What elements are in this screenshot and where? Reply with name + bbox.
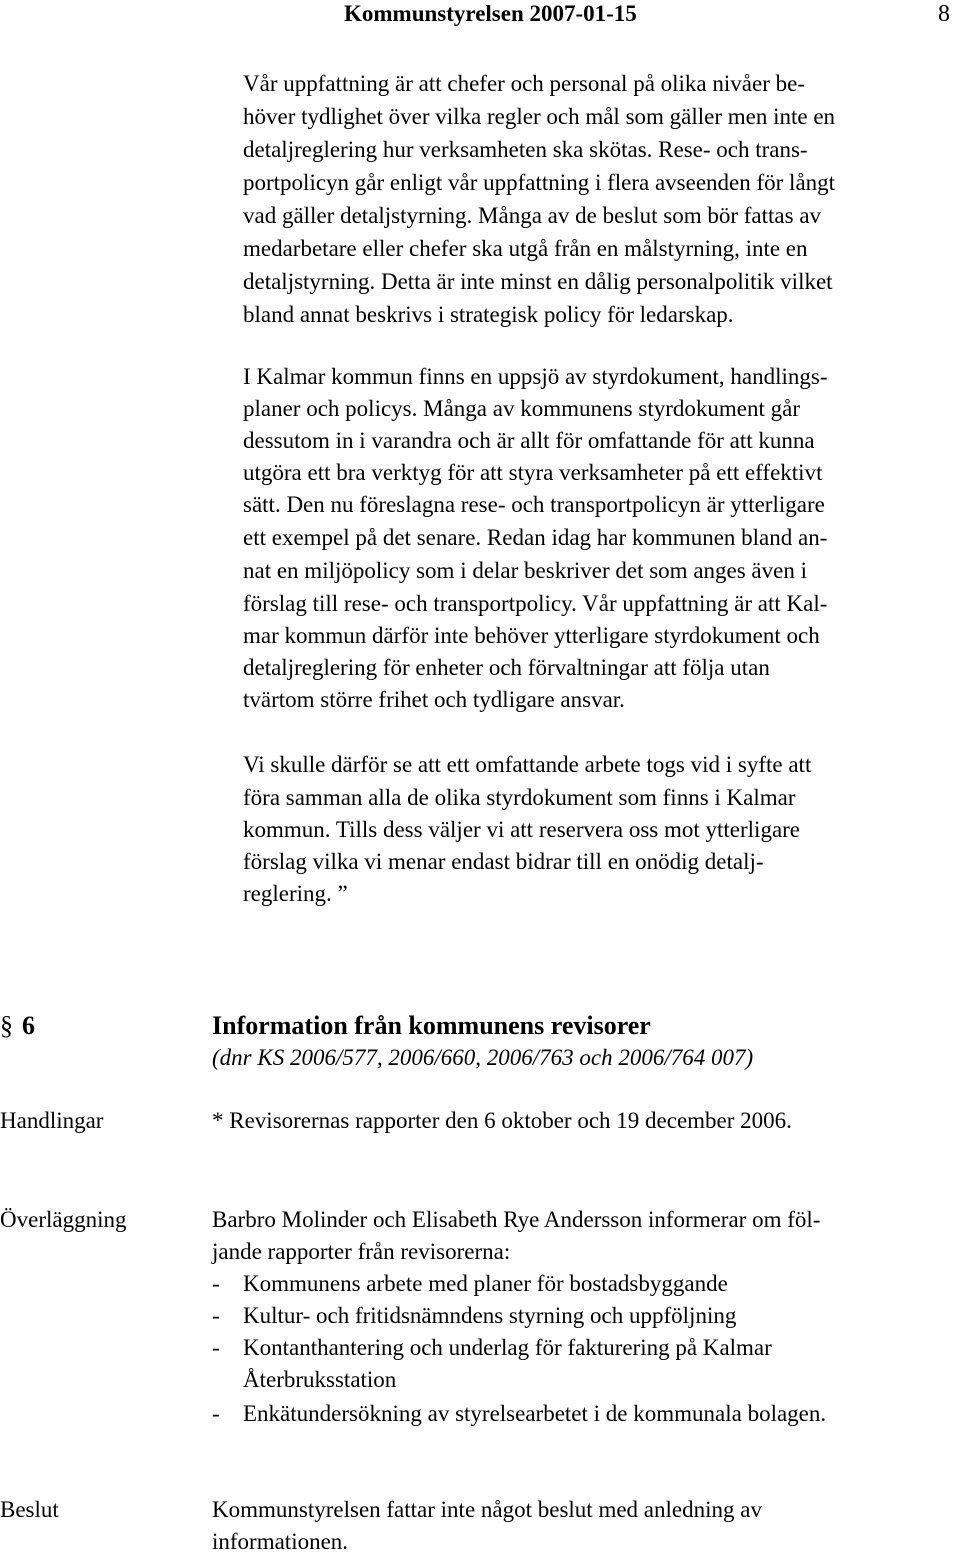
section-symbol: §	[0, 1011, 13, 1040]
beslut-text-line: informationen.	[212, 1529, 349, 1554]
list-item-continuation: Återbruksstation	[243, 1367, 397, 1392]
header-title: Kommunstyrelsen 2007-01-15	[344, 1, 637, 26]
text-line: detaljreglering hur verksamheten ska skötas. Rese- och trans-	[243, 137, 808, 162]
list-item	[212, 1301, 736, 1331]
text-line: förslag vilka vi menar endast bidrar till en onödig detalj-	[243, 849, 764, 874]
bullet-marker: -	[212, 1401, 220, 1426]
bullet-marker: -	[212, 1303, 220, 1328]
text-line: I Kalmar kommun finns en uppsjö av styrdokument, handlings-	[243, 364, 828, 389]
beslut-label: Beslut	[0, 1497, 59, 1522]
text-line: höver tydlighet över vilka regler och mål som gäller men inte en	[243, 104, 836, 129]
handlingar-text: * Revisorernas rapporter den 6 oktober och 19 december 2006.	[212, 1108, 792, 1133]
text-line: mar kommun därför inte behöver ytterligare styrdokument och	[243, 623, 820, 648]
bullet-marker: -	[212, 1271, 220, 1296]
handlingar-label: Handlingar	[0, 1108, 104, 1133]
bullet-marker: -	[212, 1335, 220, 1360]
section-title: Information från kommunens revisorer	[212, 1011, 651, 1040]
text-line: medarbetare eller chefer ska utgå från en målstyrning, inte en	[243, 236, 808, 261]
list-item-text: Kommunens arbete med planer för bostadsbyggande	[243, 1271, 728, 1296]
text-line: tvärtom större frihet och tydligare ansvar.	[243, 687, 625, 712]
text-line: detaljreglering för enheter och förvaltningar att följa utan	[243, 655, 770, 680]
list-item	[212, 1399, 826, 1429]
section-reference: (dnr KS 2006/577, 2006/660, 2006/763 och 2006/764 007)	[212, 1045, 754, 1070]
text-line: sätt. Den nu föreslagna rese- och transportpolicyn är ytterligare	[243, 492, 825, 517]
overlaggning-intro-line: Barbro Molinder och Elisabeth Rye Andersson informerar om föl-	[212, 1207, 821, 1232]
text-line: föra samman alla de olika styrdokument som finns i Kalmar	[243, 785, 796, 810]
list-item	[212, 1269, 728, 1299]
list-item-text: Kontanthantering och underlag för fakturering på Kalmar	[243, 1335, 772, 1360]
list-item	[212, 1333, 772, 1363]
text-line: detaljstyrning. Detta är inte minst en dålig personalpolitik vilket	[243, 269, 833, 294]
text-line: dessutom in i varandra och är allt för omfattande för att kunna	[243, 428, 815, 453]
text-line: förslag till rese- och transportpolicy. Vår uppfattning är att Kal-	[243, 591, 828, 616]
overlaggning-label: Överläggning	[0, 1207, 127, 1232]
text-line: reglering. ”	[243, 881, 348, 906]
text-line: ett exempel på det senare. Redan idag har kommunen bland an-	[243, 525, 828, 550]
text-line: utgöra ett bra verktyg för att styra verksamheter på ett effektivt	[243, 460, 823, 485]
beslut-text-line: Kommunstyrelsen fattar inte något beslut med anledning av	[212, 1497, 762, 1522]
text-line: nat en miljöpolicy som i delar beskriver det som anges även i	[243, 558, 807, 583]
text-line: vad gäller detaljstyrning. Många av de beslut som bör fattas av	[243, 203, 822, 228]
text-line: Vår uppfattning är att chefer och personal på olika nivåer be-	[243, 71, 805, 96]
page-number: 8	[938, 1, 950, 27]
text-line: Vi skulle därför se att ett omfattande arbete togs vid i syfte att	[243, 752, 812, 777]
list-item-text: Kultur- och fritidsnämndens styrning och uppföljning	[243, 1303, 737, 1328]
section-number: 6	[22, 1011, 35, 1040]
text-line: planer och policys. Många av kommunens styrdokument går	[243, 396, 800, 421]
text-line: kommun. Tills dess väljer vi att reservera oss mot ytterligare	[243, 817, 801, 842]
overlaggning-intro-line: jande rapporter från revisorerna:	[212, 1239, 511, 1264]
list-item-text: Enkätundersökning av styrelsearbetet i de kommunala bolagen.	[243, 1401, 827, 1426]
text-line: portpolicyn går enligt vår uppfattning i flera avseenden för långt	[243, 170, 836, 195]
text-line: bland annat beskrivs i strategisk policy för ledarskap.	[243, 302, 734, 327]
